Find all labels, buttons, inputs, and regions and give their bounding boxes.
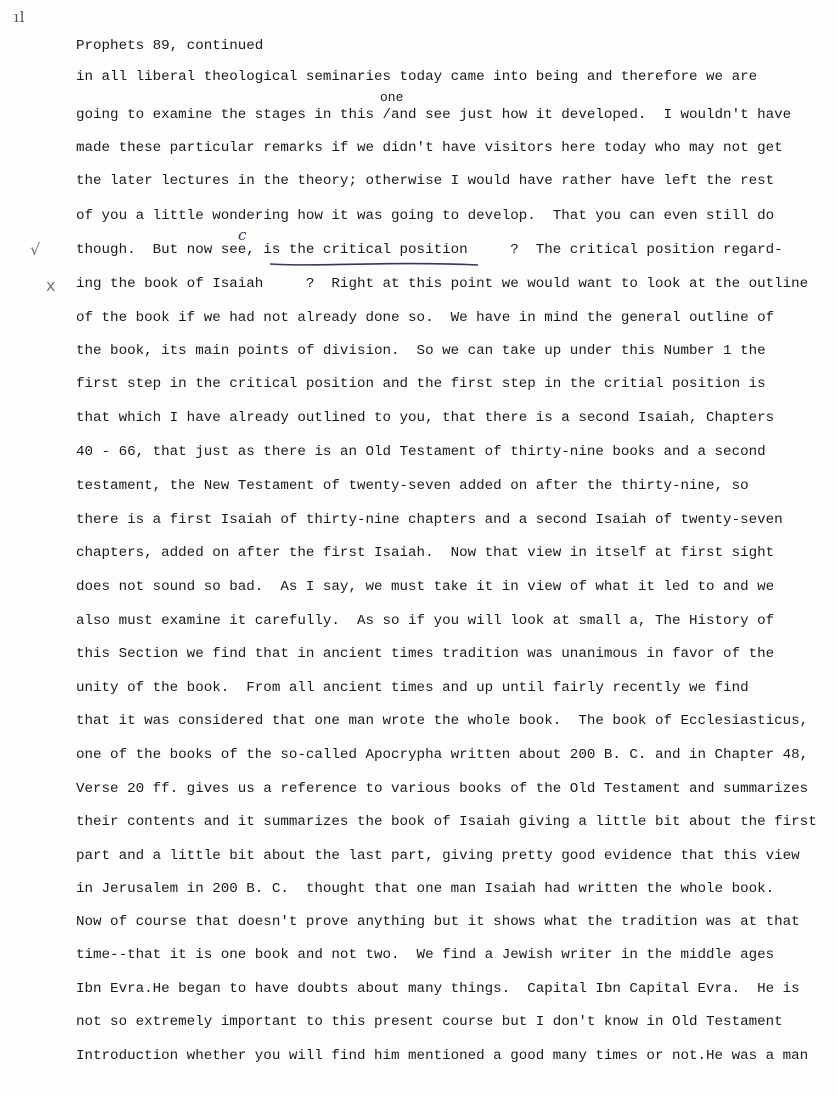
text-line: that which I have already outlined to you, that there is a second Isaiah, Chapters <box>76 410 775 426</box>
text-line: Verse 20 ff. gives us a reference to various books of the Old Testament and summarizes <box>76 781 809 797</box>
text-line: part and a little bit about the last part, giving pretty good evidence that this view <box>76 848 800 864</box>
text-line: though. But now see, is the critical position ? The critical position regard- <box>76 242 783 258</box>
text-line: also must examine it carefully. As so if you will look at small a, The History of <box>76 613 775 629</box>
text-line: time--that it is one book and not two. We find a Jewish writer in the middle ages <box>76 947 775 963</box>
text-line: Now of course that doesn't prove anything but it shows what the tradition was at that <box>76 914 800 930</box>
text-line: the book, its main points of division. So we can take up under this Number 1 the <box>76 343 766 359</box>
text-line: their contents and it summarizes the book of Isaiah giving a little bit about the first <box>76 814 817 830</box>
text-line: this Section we find that in ancient times tradition was unanimous in favor of the <box>76 646 775 662</box>
text-line: Introduction whether you will find him mentioned a good many times or not.He was a man <box>76 1048 809 1064</box>
text-line: ing the book of Isaiah ? Right at this point we would want to look at the outline <box>76 276 809 292</box>
text-line: first step in the critical position and the first step in the critial position is <box>76 376 766 392</box>
text-line: the later lectures in the theory; otherwise I would have rather have left the rest <box>76 173 775 189</box>
handwritten-correction: c <box>238 226 247 244</box>
text-line: there is a first Isaiah of thirty-nine chapters and a second Isaiah of twenty-seven <box>76 512 783 528</box>
text-line: one of the books of the so-called Apocrypha written about 200 B. C. and in Chapter 48, <box>76 747 809 763</box>
text-line: that it was considered that one man wrote the whole book. The book of Ecclesiasticus, <box>76 713 809 729</box>
margin-check-mark: √ <box>30 240 41 259</box>
text-line: in Jerusalem in 200 B. C. thought that one man Isaiah had written the whole book. <box>76 881 775 897</box>
text-line: 40 - 66, that just as there is an Old Testament of thirty-nine books and a second <box>76 444 766 460</box>
text-line: going to examine the stages in this /and see just how it developed. I wouldn't have <box>76 107 792 123</box>
text-line: does not sound so bad. As I say, we must take it in view of what it led to and we <box>76 579 775 595</box>
text-line: made these particular remarks if we didn't have visitors here today who may not get <box>76 140 783 156</box>
text-line: unity of the book. From all ancient times and up until fairly recently we find <box>76 680 749 696</box>
text-line: of the book if we had not already done so. We have in mind the general outline of <box>76 310 775 326</box>
handwritten-underline <box>268 260 480 268</box>
interlinear-insert: one <box>380 90 404 105</box>
text-line: of you a little wondering how it was going to develop. That you can even still do <box>76 208 775 224</box>
page-corner-mark: ıl <box>14 8 26 26</box>
page-header: Prophets 89, continued <box>76 38 264 54</box>
text-line: not so extremely important to this present course but I don't know in Old Testament <box>76 1014 783 1030</box>
text-line: testament, the New Testament of twenty-seven added on after the thirty-nine, so <box>76 478 749 494</box>
text-line: in all liberal theological seminaries today came into being and therefore we are <box>76 69 758 85</box>
text-line: chapters, added on after the first Isaiah. Now that view in itself at first sight <box>76 545 775 561</box>
text-line: Ibn Evra.He began to have doubts about many things. Capital Ibn Capital Evra. He is <box>76 981 800 997</box>
margin-x-mark: x <box>46 276 56 295</box>
